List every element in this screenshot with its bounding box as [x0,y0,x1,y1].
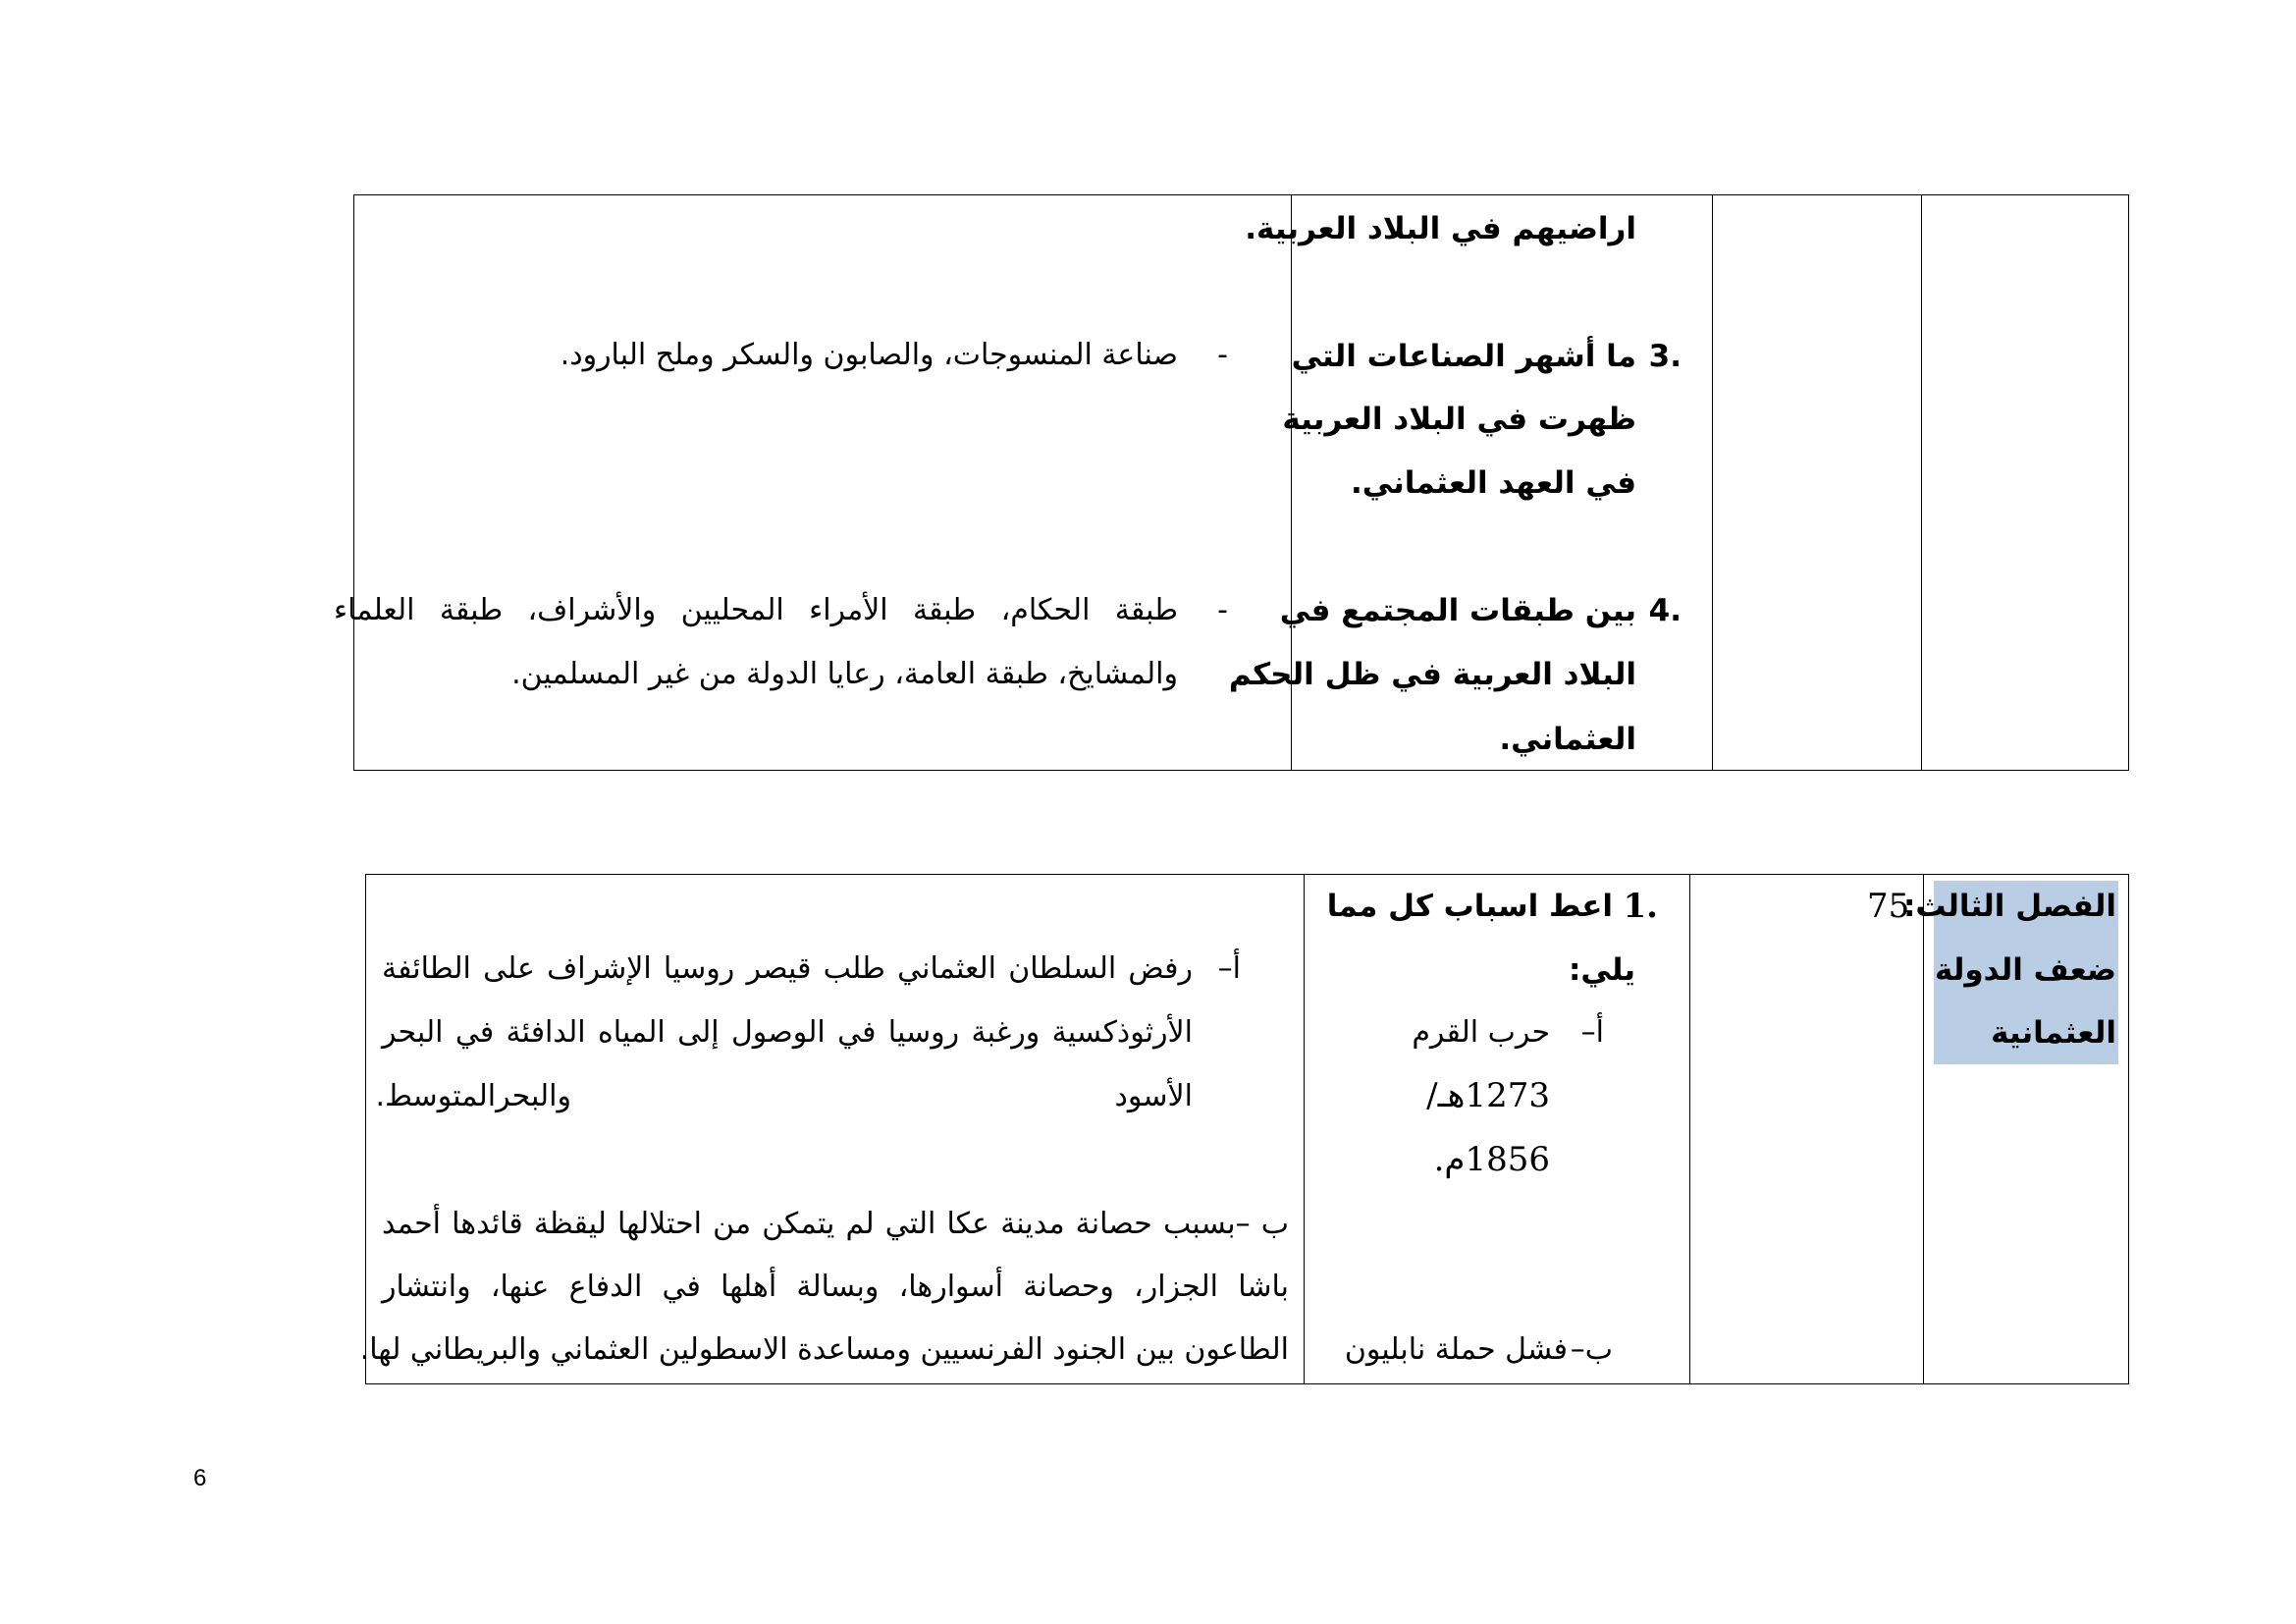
question-3-number: 3. [1648,339,1682,374]
column-divider [1304,875,1305,1383]
chapter-title-line-2: ضعف الدولة [1934,952,2116,988]
question-1a-date-gregorian: 1856م. [1433,1140,1550,1179]
table-2 [365,874,2129,1384]
answer-b-line-3: الطاعون بين الجنود الفرنسيين ومساعدة الاسطولين العثماني والبريطاني لها. [359,1332,1289,1367]
answer-a-line-3a: الأسود [1114,1079,1193,1113]
question-1-line-1: اعط اسباب كل مما [1326,889,1613,924]
question-3-line-3: في العهد العثماني. [1350,465,1636,501]
answer-4-line-2: والمشايخ، طبقة العامة، رعايا الدولة من غير المسلمين. [511,657,1178,691]
page-number: 6 [193,1465,207,1491]
question-1a-label: أ– [1580,1015,1604,1050]
page-reference: 75 [1867,887,1910,926]
column-divider [1923,875,1924,1383]
question-1b-text: فشل حملة نابليون [1344,1332,1568,1367]
question-1-number: 1. [1623,887,1658,926]
question-1a-date-hijri: 1273هـ/ [1426,1076,1550,1115]
chapter-title-line-3: العثمانية [1991,1015,2116,1051]
answer-4-line-1: طبقة الحكام، طبقة الأمراء المحليين والأشراف، طبقة العلماء [334,593,1178,627]
answer-3-dash: - [1217,338,1228,372]
question-4-line-1: بين طبقات المجتمع في [1279,593,1636,628]
question-4-line-2: البلاد العربية في ظل الحكم [1228,657,1636,692]
answer-3-text: صناعة المنسوجات، والصابون والسكر وملح البارود. [560,338,1178,372]
question-continuation: اراضيهم في البلاد العربية. [1245,211,1636,246]
answer-4-dash: - [1217,593,1228,627]
column-divider [1689,875,1690,1383]
question-1-line-2: يلي: [1568,952,1635,988]
question-3-line-2: ظهرت في البلاد العربية [1282,402,1636,437]
answer-a-line-2: الأرثوذكسية ورغبة روسيا في الوصول إلى المياه الدافئة في البحر [382,1015,1193,1050]
question-1b-label: ب– [1570,1332,1613,1367]
answer-a-line-1: رفض السلطان العثماني طلب قيصر روسيا الإشراف على الطائفة [382,951,1193,986]
question-4-line-3: العثماني. [1499,722,1636,757]
question-1a-text: حرب القرم [1412,1015,1550,1050]
answer-a-line-3b: والبحرالمتوسط. [375,1079,571,1113]
answer-a-label: أ– [1217,951,1241,986]
question-4-number: 4. [1648,593,1682,628]
answer-b-line-1: ب –بسبب حصانة مدينة عكا التي لم يتمكن من احتلالها ليقظة قائدها أحمد [382,1207,1289,1241]
chapter-title-line-1: الفصل الثالث: [1903,889,2116,924]
answer-b-line-2: باشا الجزار، وحصانة أسوارها، وبسالة أهلها في الدفاع عنها، وانتشار [382,1270,1289,1304]
column-divider [1712,195,1713,770]
column-divider [1921,195,1922,770]
question-3-line-1: ما أشهر الصناعات التي [1291,339,1636,374]
